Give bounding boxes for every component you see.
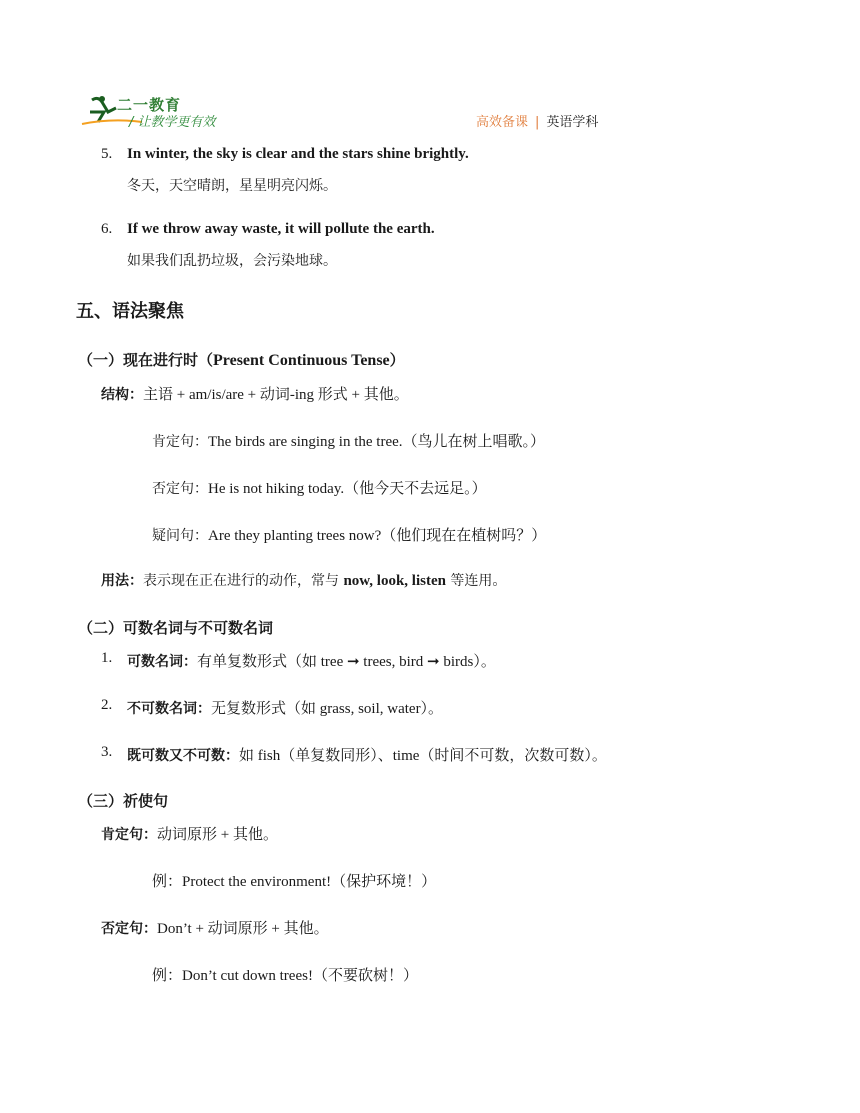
sentence-number: 5. (101, 146, 113, 162)
usage-keywords: now, look, listen (343, 573, 446, 589)
imperative-positive-example: 例：Protect the environment!（保护环境！） (152, 874, 437, 890)
imperative-negative-example: 例：Don’t cut down trees!（不要砍树！） (152, 968, 418, 984)
subsection-title-end: ） (389, 351, 405, 369)
list-item-number: 2. (101, 697, 113, 713)
imperative-negative-label: 否定句： (101, 921, 157, 937)
header-subject (476, 111, 598, 130)
list-item (127, 744, 607, 765)
list-item-number: 3. (101, 744, 113, 760)
list-item-text: 如 fish（单复数同形）、time（时间不可数，次数可数）。 (239, 748, 607, 764)
positive-example-line (152, 430, 545, 451)
negative-label: 否定句： (152, 481, 208, 497)
list-item-text: 无复数形式（如 grass, soil, water）。 (211, 701, 444, 717)
imperative-positive-line (101, 823, 278, 844)
header-label-prep: 高效备课 (476, 115, 529, 130)
imperative-positive-text: 动词原形 + 其他。 (157, 827, 278, 843)
logo-slogan: / 让教学更有效 (129, 115, 216, 130)
subsection-title-nouns: （二）可数名词与不可数名词 (78, 619, 274, 637)
list-item-label: 既可数又不可数： (127, 748, 239, 764)
usage-text-end: 等连用。 (445, 573, 507, 589)
sentence-number: 6. (101, 221, 113, 237)
list-item-label: 不可数名词： (127, 701, 211, 717)
sentence-english: In winter, the sky is clear and the stars shine brightly. (127, 146, 469, 162)
imperative-negative-text: Don’t + 动词原形 + 其他。 (157, 921, 329, 937)
structure-text: 主语 + am/is/are + 动词-ing 形式 + 其他。 (143, 387, 409, 403)
negative-example-line (152, 477, 487, 498)
imperative-positive-label: 肯定句： (101, 827, 157, 843)
list-item-text: 有单复数形式（如 tree ➞ trees, bird ➞ birds）。 (197, 654, 496, 670)
header-label-subject: 英语学科 (546, 115, 599, 130)
list-item (127, 650, 496, 671)
structure-line (101, 383, 409, 404)
sentence-english: If we throw away waste, it will pollute the earth. (127, 221, 435, 237)
negative-text: He is not hiking today.（他今天不去远足。） (208, 481, 487, 497)
subsection-title-present-continuous (78, 349, 405, 370)
header-separator: | (535, 115, 540, 130)
imperative-negative-line (101, 917, 329, 938)
subsection-title-en: Present Continuous Tense (213, 352, 390, 369)
section-title: 五、语法聚焦 (76, 301, 184, 322)
positive-text: The birds are singing in the tree.（鸟儿在树上唱歌。） (208, 434, 546, 450)
logo-text: 二一教育 (117, 96, 182, 114)
usage-text: 表示现在正在进行的动作，常与 (143, 573, 344, 589)
sentence-chinese: 如果我们乱扔垃圾，会污染地球。 (127, 253, 337, 269)
usage-label: 用法： (101, 573, 143, 589)
list-item-label: 可数名词： (127, 654, 197, 670)
usage-line (101, 570, 506, 590)
subsection-title-zh: （一）现在进行时（ (78, 351, 214, 369)
positive-label: 肯定句： (152, 434, 208, 450)
question-example-line (152, 524, 546, 545)
list-item (127, 697, 443, 718)
list-item-number: 1. (101, 650, 113, 666)
subsection-title-imperative: （三）祈使句 (78, 792, 169, 810)
question-text: Are they planting trees now?（他们现在在植树吗？） (208, 528, 547, 544)
sentence-chinese: 冬天，天空晴朗，星星明亮闪烁。 (127, 178, 337, 194)
question-label: 疑问句： (152, 528, 208, 544)
structure-label: 结构： (101, 387, 143, 403)
